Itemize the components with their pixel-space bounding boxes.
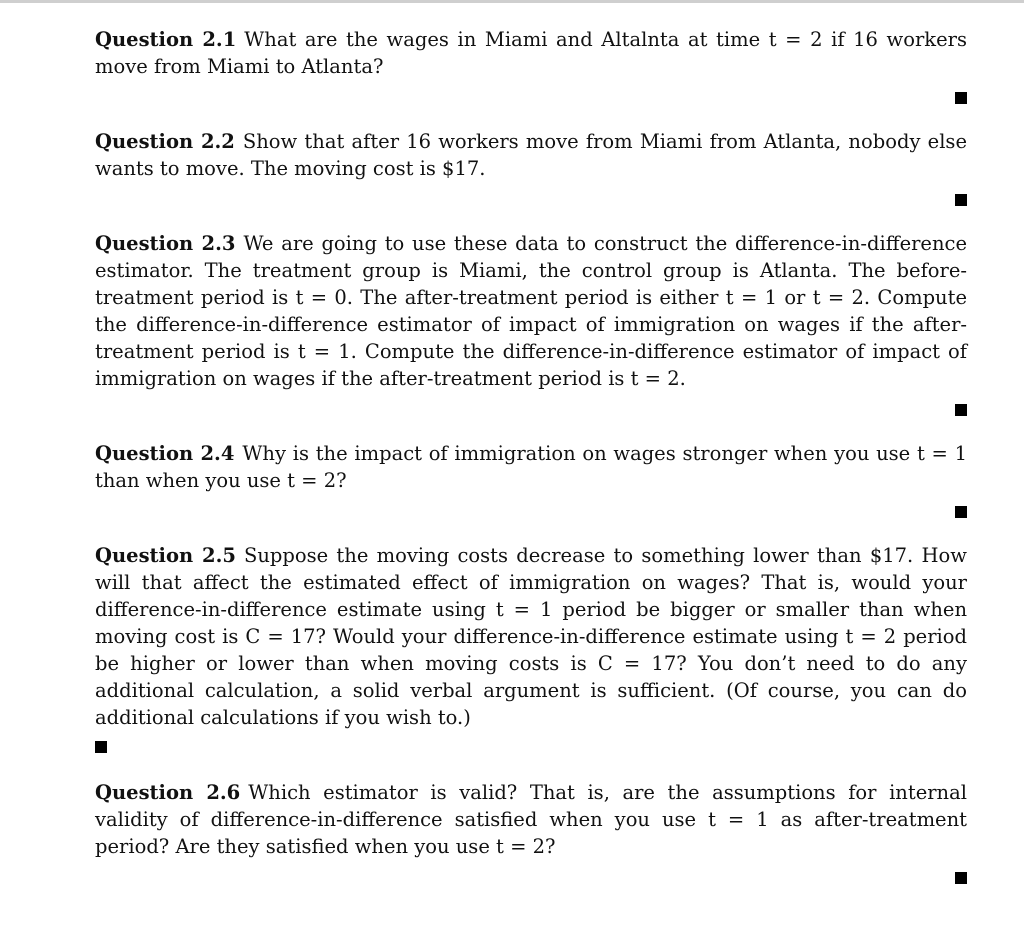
question-text: Why is the impact of immigration on wages stronger when you use t = 1 than when you use t = 2? bbox=[95, 442, 967, 492]
question-2-5 bbox=[95, 542, 967, 753]
question-label: Question 2.5 bbox=[95, 544, 236, 567]
question-2-6 bbox=[95, 779, 967, 884]
question-paragraph bbox=[95, 440, 967, 494]
question-label: Question 2.1 bbox=[95, 28, 237, 51]
spacer bbox=[95, 416, 967, 440]
question-2-4 bbox=[95, 440, 967, 518]
end-of-answer-box-icon bbox=[95, 741, 107, 753]
question-text: Show that after 16 workers move from Miami from Atlanta, nobody else wants to move. The moving cost is $17. bbox=[95, 130, 967, 180]
question-text: What are the wages in Miami and Altalnta at time t = 2 if 16 workers move from Miami to Atlanta? bbox=[95, 28, 967, 78]
end-of-answer-box-icon bbox=[955, 872, 967, 884]
end-of-answer-box-icon bbox=[955, 506, 967, 518]
spacer bbox=[95, 104, 967, 128]
question-paragraph bbox=[95, 230, 967, 392]
end-of-answer-box-icon bbox=[955, 194, 967, 206]
question-label: Question 2.3 bbox=[95, 232, 236, 255]
end-of-answer-box-icon bbox=[955, 404, 967, 416]
question-paragraph bbox=[95, 128, 967, 182]
question-paragraph bbox=[95, 542, 967, 731]
top-rule bbox=[0, 0, 1024, 3]
question-label: Question 2.6 bbox=[95, 781, 241, 804]
question-label: Question 2.4 bbox=[95, 442, 235, 465]
end-of-answer-box-icon bbox=[955, 92, 967, 104]
question-text: Suppose the moving costs decrease to something lower than $17. How will that affect the estimated effect of immigration on wages? That is, would your difference-in-difference estimate using t = 1 period be bigger or smaller than when moving cost is C = 17? Would your difference-in-difference estimate using t = 2 period be higher or lower than when moving costs is C = 17? You don’t need to do any additional calculation, a solid verbal argument is sufficient. (Of course, you can do additional calculations if you wish to.) bbox=[95, 544, 967, 729]
question-2-1 bbox=[95, 26, 967, 104]
question-text: Which estimator is valid? That is, are the assumptions for internal validity of difference-in-difference satisfied when you use t = 1 as after-treatment period? Are they satisfied when you use t = 2? bbox=[95, 781, 967, 858]
question-2-3 bbox=[95, 230, 967, 416]
question-2-2 bbox=[95, 128, 967, 206]
spacer bbox=[95, 518, 967, 542]
question-text: We are going to use these data to construct the difference-in-difference estimator. The treatment group is Miami, the control group is Atlanta. The before-treatment period is t = 0. The after-treatment period is either t = 1 or t = 2. Compute the difference-in-difference estimator of impact of immigration on wages if the after-treatment period is t = 1. Compute the difference-in-difference estimator of impact of immigration on wages if the after-treatment period is t = 2. bbox=[95, 232, 967, 390]
spacer bbox=[95, 753, 967, 779]
spacer bbox=[95, 206, 967, 230]
document-page bbox=[95, 26, 967, 884]
question-paragraph bbox=[95, 26, 967, 80]
question-paragraph bbox=[95, 779, 967, 860]
question-label: Question 2.2 bbox=[95, 130, 235, 153]
